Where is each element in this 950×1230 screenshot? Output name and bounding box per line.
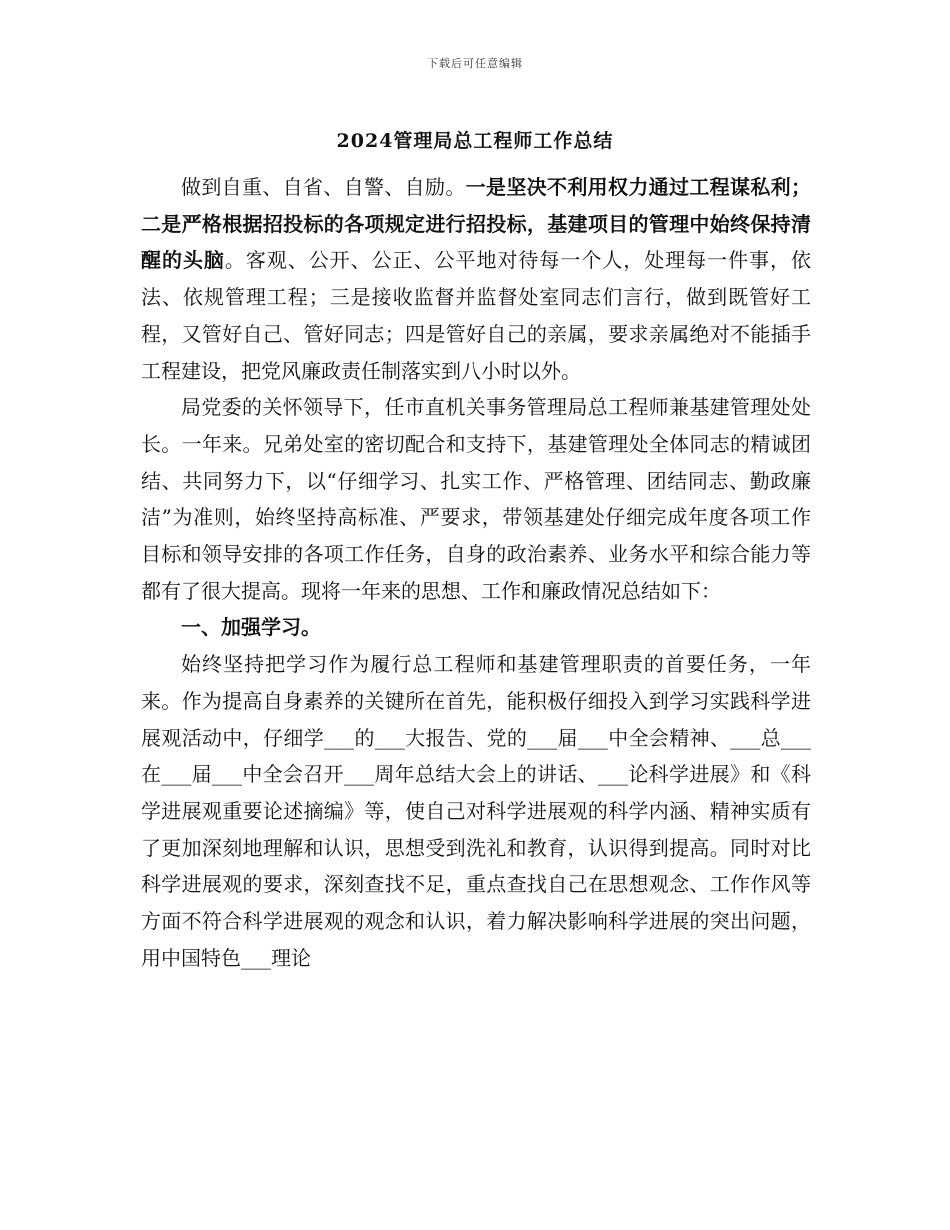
paragraph-1-lead: 做到自重、自省、自警、自励。 <box>181 175 466 199</box>
section-1-heading: 一、加强学习。 <box>181 615 321 640</box>
document-body <box>141 169 811 976</box>
paragraph-3: 始终坚持把学习作为履行总工程师和基建管理职责的首要任务，一年来。作为提高自身素养的关键所在首先，能积极仔细投入到学习实践科学进展观活动中，仔细学___的___大报告、党的___届___中全会精神、___总___在___届___中全会召开___周年总结大会上的讲话、___论科学进展》和《科学进展观重要论述摘编》等，使自己对科学进展观的科学内涵、精神实质有了更加深刻地理解和认识，思想受到洗礼和教育，认识得到提高。同时对比科学进展观的要求，深刻查找不足，重点查找自己在思想观念、工作作风等方面不符合科学进展观的观念和认识，着力解决影响科学进展的突出问题，用中国特色___理论 <box>141 652 811 970</box>
paragraph-1-bold: 一是坚决不利用权力通过工程谋私利；二是严格根据招投标的各项规定进行招投标，基建项目的管理中始终保持清醒的头脑 <box>141 175 812 273</box>
paragraph-1 <box>141 169 811 389</box>
document-title: 2024管理局总工程师工作总结 <box>336 130 614 152</box>
paragraph-1-rest: 。客观、公开、公正、公平地对待每一个人，处理每一件事，依法、依规管理工程；三是接收监督并监督处室同志们言行，做到既管好工程，又管好自己、管好同志；四是管好自己的亲属，要求亲属绝对不能插手工程建设，把党风廉政责任制落实到八小时以外。 <box>141 248 812 383</box>
paragraph-2: 局党委的关怀领导下，任市直机关事务管理局总工程师兼基建管理处处长。一年来。兄弟处室的密切配合和支持下，基建管理处全体同志的精诚团结、共同努力下，以“仔细学习、扎实工作、严格管理、团结同志、勤政廉洁”为准则，始终坚持高标准、严要求，带领基建处仔细完成年度各项工作目标和领导安排的各项工作任务，自身的政治素养、业务水平和综合能力等都有了很大提高。现将一年来的思想、工作和廉政情况总结如下： <box>141 395 811 603</box>
header-note: 下载后可任意编辑 <box>427 57 523 70</box>
